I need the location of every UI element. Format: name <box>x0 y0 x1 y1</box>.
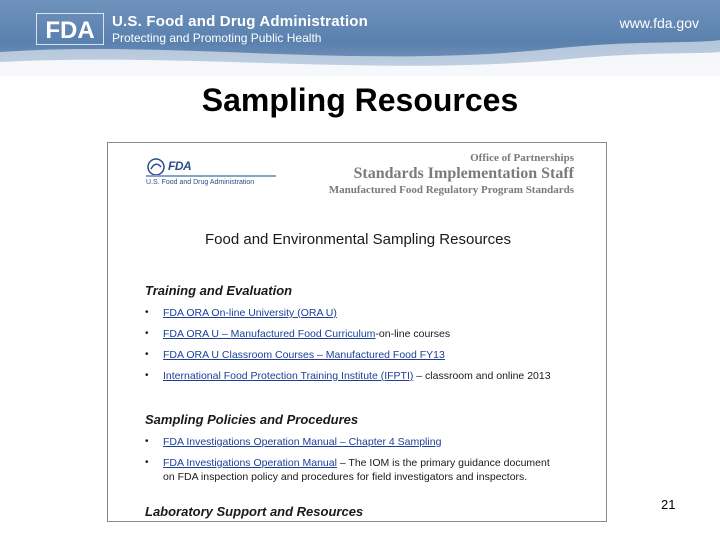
office-header <box>329 152 574 196</box>
iom-link[interactable]: FDA Investigations Operation Manual <box>163 457 337 469</box>
item-suffix: -on-line courses <box>375 328 451 340</box>
item-suffix: – The IOM is the primary guidance document on FDA inspection policy and procedures for field investigators and inspectors. <box>163 457 550 483</box>
sampling-policies-list <box>145 435 563 486</box>
list-item <box>145 306 551 327</box>
document-screenshot <box>107 142 607 522</box>
item-suffix: – classroom and online 2013 <box>413 370 551 382</box>
page-number: 21 <box>661 497 676 512</box>
classroom-courses-link[interactable]: FDA ORA U Classroom Courses – Manufactured Food FY13 <box>163 349 445 361</box>
doc-fda-logo-text: FDA <box>168 159 192 173</box>
section-title-sampling-policies: Sampling Policies and Procedures <box>145 412 359 427</box>
ora-u-link[interactable]: FDA ORA On-line University (ORA U) <box>163 307 337 319</box>
doc-agency-caption: U.S. Food and Drug Administration <box>146 179 255 186</box>
agency-tagline: Protecting and Promoting Public Health <box>112 31 322 45</box>
ifpti-link[interactable]: International Food Protection Training Institute (IFPTI) <box>163 370 414 382</box>
fda-logo-icon <box>36 13 104 45</box>
agency-name: U.S. Food and Drug Administration <box>112 13 369 30</box>
training-list <box>145 306 551 390</box>
agency-url-link[interactable]: www.fda.gov <box>619 15 699 31</box>
list-item <box>145 369 551 390</box>
section-title-laboratory-support: Laboratory Support and Resources <box>145 504 364 519</box>
manufactured-food-curriculum-link[interactable]: FDA ORA U – Manufactured Food Curriculum <box>163 328 376 340</box>
list-item <box>145 435 563 456</box>
staff-name: Standards Implementation Staff <box>353 165 574 182</box>
iom-chapter4-link[interactable]: FDA Investigations Operation Manual – Chapter 4 Sampling <box>163 436 442 448</box>
hhs-eagle-icon <box>146 157 166 177</box>
list-item <box>145 348 551 369</box>
fda-header-banner <box>0 0 720 76</box>
logo-divider <box>146 175 276 177</box>
fda-logo-text: FDA <box>45 17 95 44</box>
program-name: Manufactured Food Regulatory Program Standards <box>328 184 574 196</box>
hhs-fda-logo <box>146 157 255 187</box>
document-heading: Food and Environmental Sampling Resources <box>205 231 511 248</box>
list-item <box>145 456 563 486</box>
list-item <box>145 327 551 348</box>
banner-swoosh-graphic <box>0 0 720 76</box>
slide-title: Sampling Resources <box>201 82 519 118</box>
section-title-training: Training and Evaluation <box>145 283 293 298</box>
office-name: Office of Partnerships <box>470 152 574 164</box>
